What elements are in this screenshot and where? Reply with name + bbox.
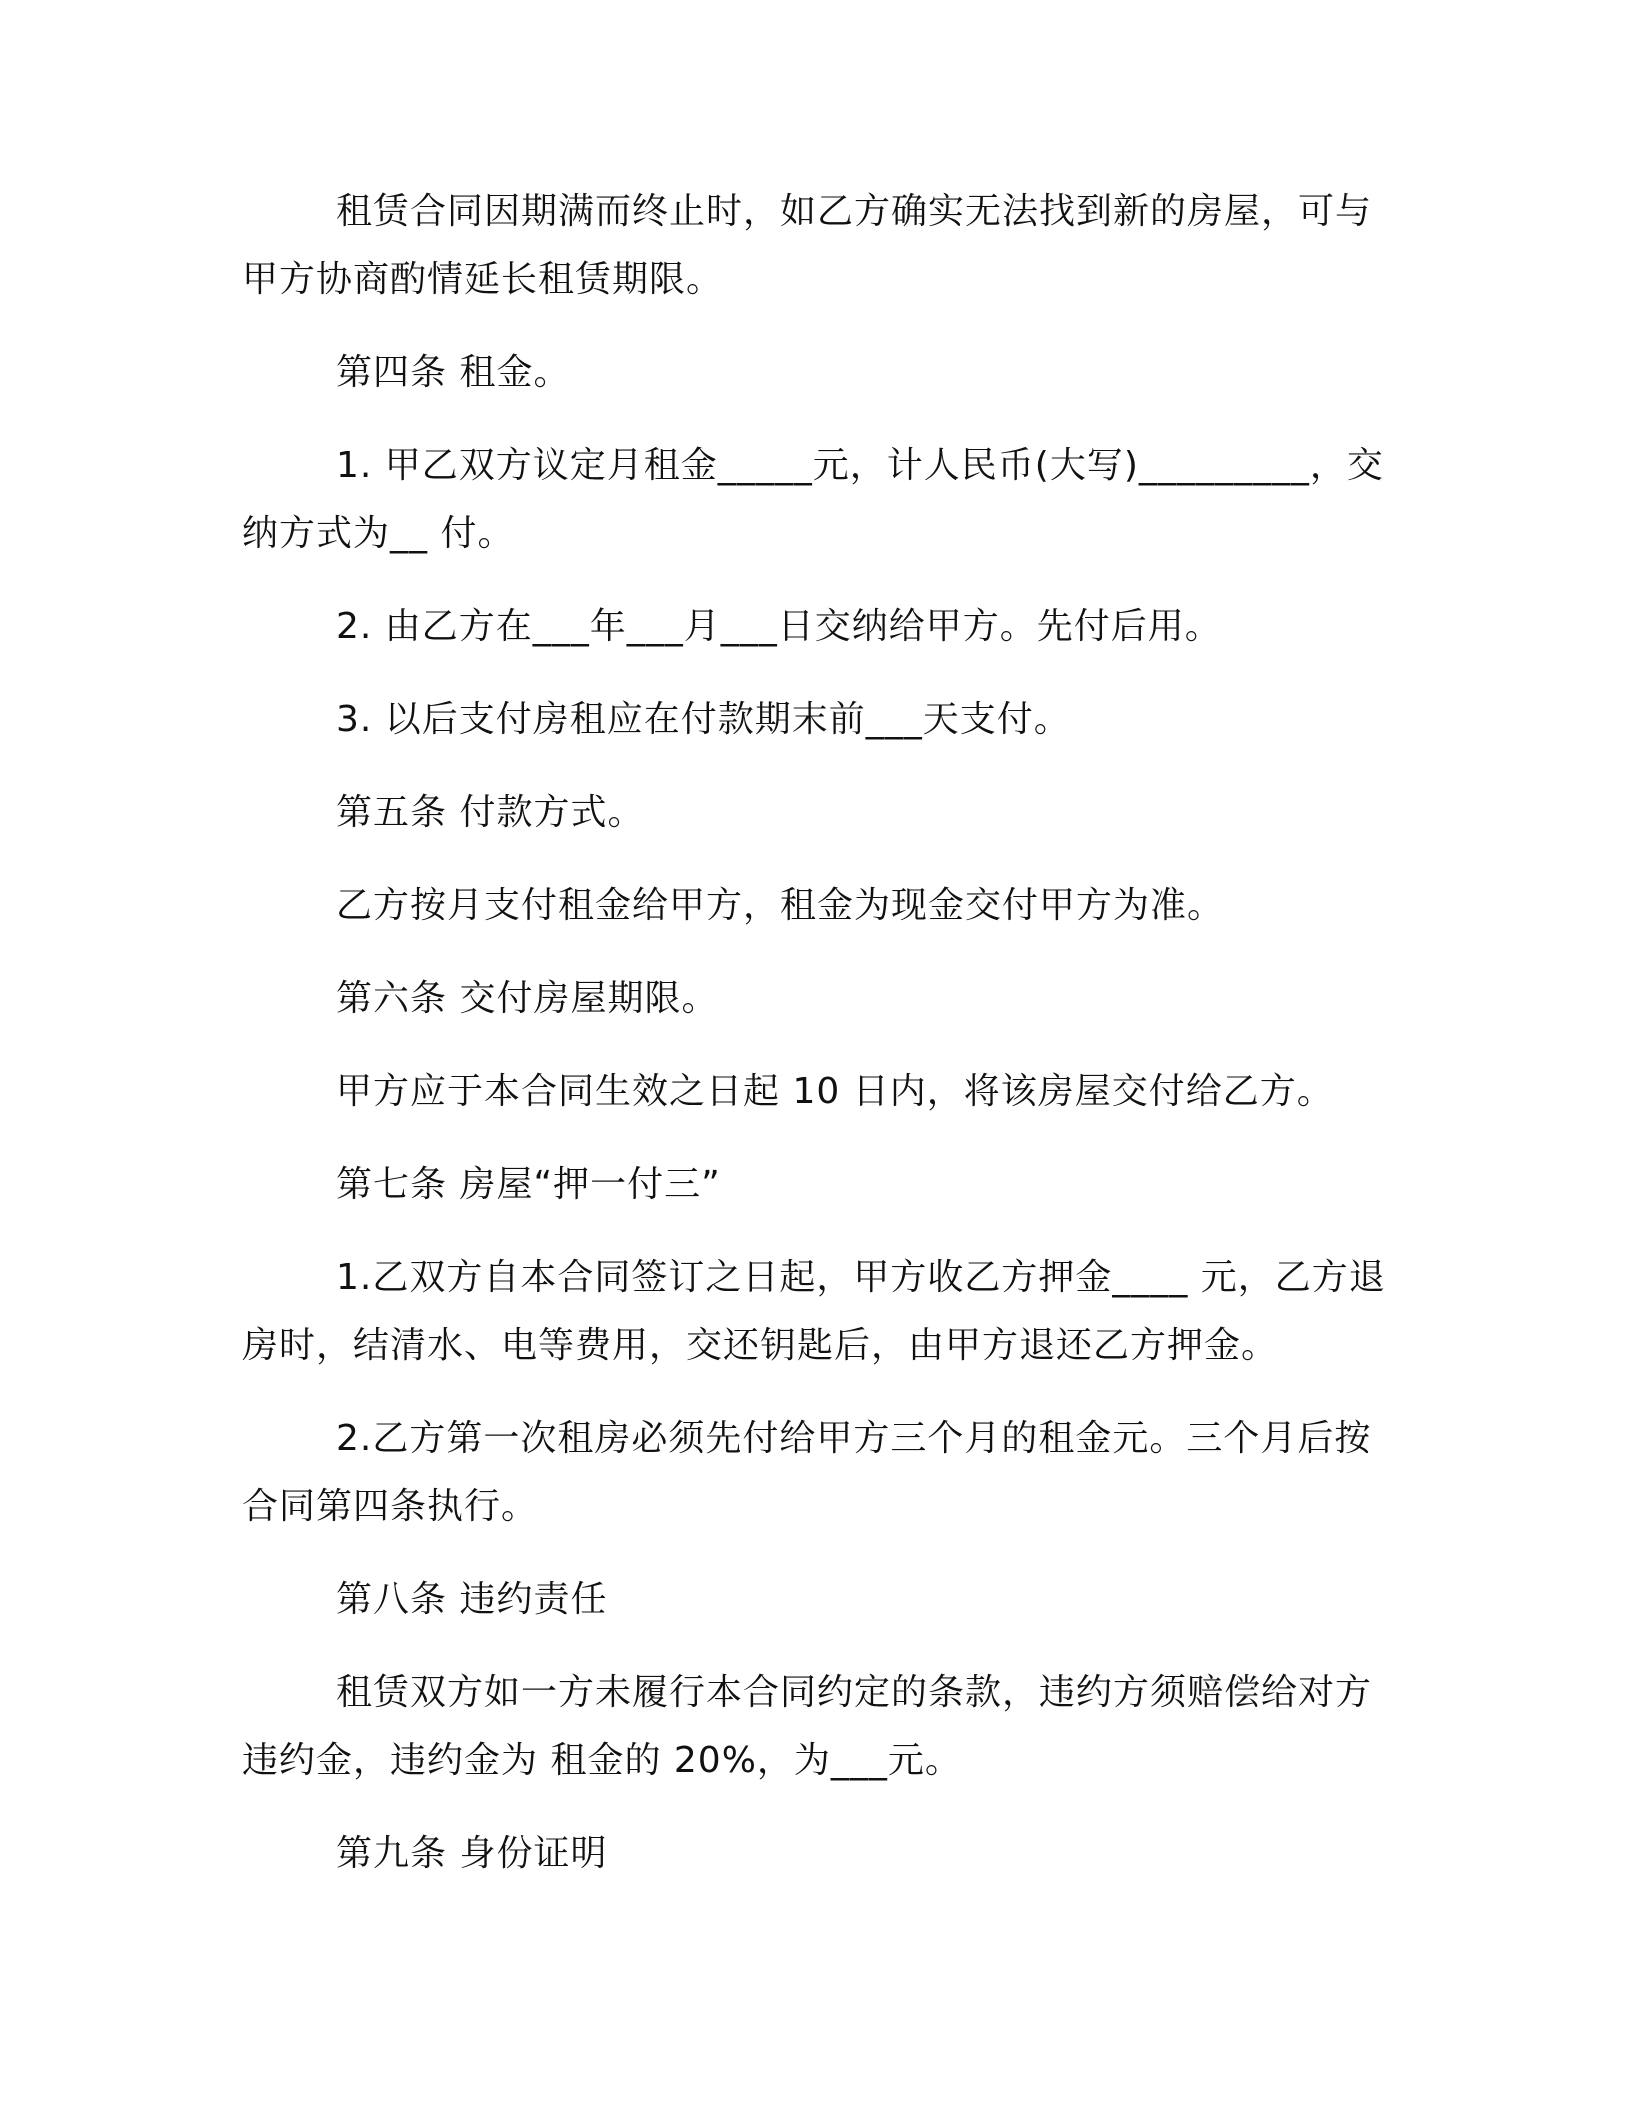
heading-article-6-delivery-period: 第六条 交付房屋期限。 [336,978,719,1019]
heading-article-5-payment-method: 第五条 付款方式。 [336,792,645,833]
paragraph-rent-payment-date: 2. 由乙方在___年___月___日交纳给甲方。先付后用。 [336,606,1222,647]
paragraph-payment-method: 乙方按月支付租金给甲方，租金为现金交付甲方为准。 [336,885,1225,926]
document-body [242,178,1392,1913]
heading-article-9-identity: 第九条 身份证明 [336,1833,608,1874]
paragraph-liability-terms: 租赁双方如一方未履行本合同约定的条款，违约方须赔偿给对方违约金，违约金为 租金的 20%，为___元。 [242,1672,1373,1781]
paragraph-rent-amount: 1. 甲乙双方议定月租金_____元，计人民币(大写)_________，交纳方式为__ 付。 [242,445,1384,554]
paragraph-lease-extension: 租赁合同因期满而终止时，如乙方确实无法找到新的房屋，可与甲方协商酌情延长租赁期限。 [242,191,1373,300]
paragraph-subsequent-payment: 3. 以后支付房租应在付款期末前___天支付。 [336,699,1071,740]
paragraph-deposit-terms: 1.乙双方自本合同签订之日起，甲方收乙方押金____ 元，乙方退房时，结清水、电等费用，交还钥匙后，由甲方退还乙方押金。 [242,1257,1386,1366]
paragraph-first-payment: 2.乙方第一次租房必须先付给甲方三个月的租金元。三个月后按合同第四条执行。 [242,1418,1372,1527]
heading-article-4-rent: 第四条 租金。 [336,352,571,393]
heading-article-7-deposit: 第七条 房屋“押一付三” [336,1164,721,1205]
paragraph-delivery-period: 甲方应于本合同生效之日起 10 日内，将该房屋交付给乙方。 [336,1071,1334,1112]
heading-article-8-liability: 第八条 违约责任 [336,1579,608,1620]
